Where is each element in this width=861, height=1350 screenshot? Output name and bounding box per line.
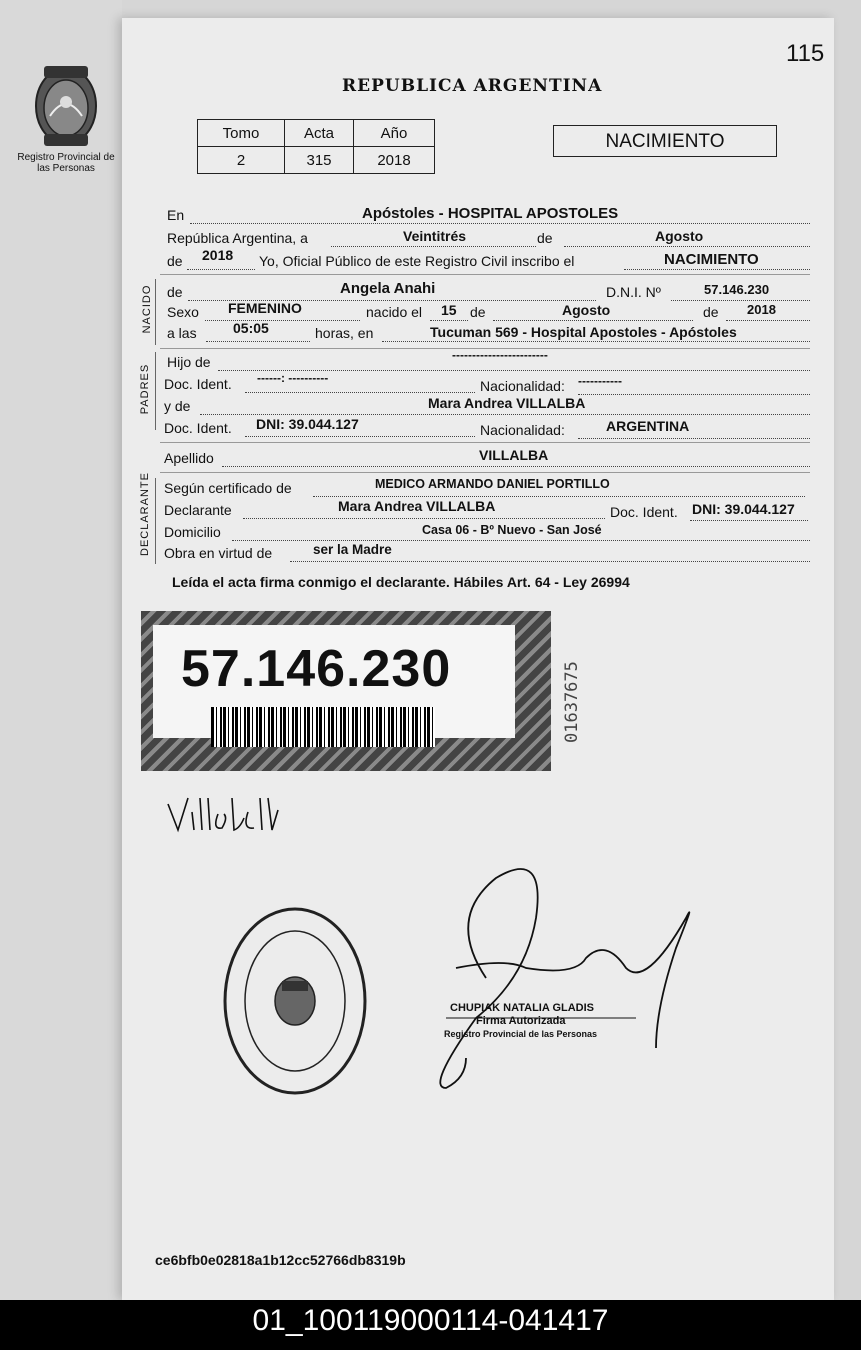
declarante-section-label: DECLARANTE: [139, 472, 151, 556]
section-divider: [155, 478, 156, 564]
sticker-serial: [553, 645, 589, 745]
birth-year-value: 2018: [747, 302, 776, 317]
declarante-name-value: Mara Andrea VILLALBA: [338, 498, 496, 514]
obra-value: ser la Madre: [313, 542, 392, 557]
dotted-line: [232, 540, 810, 541]
certificado-value: MEDICO ARMANDO DANIEL PORTILLO: [375, 477, 610, 491]
dotted-line: [290, 561, 810, 562]
left-margin-background: [0, 0, 122, 1300]
apellido-value: VILLALBA: [479, 447, 549, 463]
segun-label: Según certificado de: [164, 480, 292, 496]
dotted-line: [578, 394, 810, 395]
official-org: Registro Provincial de las Personas: [444, 1029, 598, 1039]
province-coat-of-arms-icon: [30, 62, 102, 150]
dotted-line: [382, 341, 810, 342]
a-las-label: a las: [167, 325, 197, 341]
closing-statement: Leída el acta firma conmigo el declarante. Hábiles Art. 64 - Ley 26994: [172, 574, 630, 590]
y-de-label: y de: [164, 398, 191, 414]
father-doc-label: Doc. Ident.: [164, 376, 232, 392]
father-value: ------------------------: [452, 348, 548, 362]
sexo-label: Sexo: [167, 304, 199, 320]
de-label: de: [470, 304, 486, 320]
official-signature: [426, 858, 708, 1094]
month-value: Agosto: [655, 228, 704, 244]
dotted-line: [206, 341, 310, 342]
dotted-line: [564, 246, 810, 247]
place-value: Apóstoles - HOSPITAL APOSTOLES: [362, 205, 619, 222]
de-label: de: [167, 284, 183, 300]
dotted-line: [493, 320, 693, 321]
birth-time-value: 05:05: [233, 320, 269, 336]
official-signature-block: [444, 1002, 598, 1041]
anio-value: 2018: [354, 147, 435, 174]
nacido-section-label: NACIDO: [141, 284, 153, 334]
section-divider: [155, 279, 156, 345]
dotted-line: [313, 496, 805, 497]
birth-place-value: Tucuman 569 - Hospital Apostoles - Apóstoles: [430, 324, 737, 340]
en-label: En: [167, 207, 185, 223]
dotted-line: [205, 320, 360, 321]
hijo-de-label: Hijo de: [167, 354, 211, 370]
dotted-line: [331, 246, 536, 247]
declarante-doc-label: Doc. Ident.: [610, 504, 678, 520]
mother-nac-value: ARGENTINA: [606, 418, 690, 434]
record-type-box: NACIMIENTO: [553, 125, 777, 157]
divider: [160, 274, 810, 275]
official-name: CHUPIAK NATALIA GLADIS: [450, 1002, 595, 1014]
acta-header: Acta: [285, 120, 354, 147]
year-value: 2018: [202, 247, 234, 263]
horas-en-label: horas, en: [315, 325, 374, 341]
section-divider: [155, 352, 156, 430]
sticker-serial-text: 01637675: [562, 661, 582, 743]
dotted-line: [578, 438, 810, 439]
declarant-signature: [164, 790, 288, 838]
child-dni-value: 57.146.230: [704, 282, 770, 297]
day-words-value: Veintitrés: [403, 228, 467, 244]
dotted-line: [187, 269, 255, 270]
mother-doc-label: Doc. Ident.: [164, 420, 232, 436]
official-role: Firma Autorizada: [476, 1015, 566, 1027]
inscribo-label: Yo, Oficial Público de este Registro Civil inscribo el: [259, 253, 575, 269]
dotted-line: [200, 414, 810, 415]
birth-month-value: Agosto: [562, 302, 611, 318]
sticker-number: 57.146.230: [181, 640, 452, 698]
father-doc-value: ------: ----------: [257, 371, 329, 385]
de-label: de: [537, 230, 553, 246]
tomo-header: Tomo: [198, 120, 285, 147]
dni-label: D.N.I. Nº: [606, 284, 661, 300]
obra-label: Obra en virtud de: [164, 545, 273, 561]
nacido-el-label: nacido el: [366, 304, 423, 320]
mother-nac-label: Nacionalidad:: [480, 422, 565, 438]
domicilio-label: Domicilio: [164, 524, 221, 540]
dotted-line: [690, 520, 808, 521]
dotted-line: [671, 300, 810, 301]
dotted-line: [222, 466, 810, 467]
domicilio-value: Casa 06 - Bº Nuevo - San José: [422, 523, 602, 537]
sticker-label: [153, 625, 515, 738]
de-label: de: [167, 253, 183, 269]
declarante-doc-value: DNI: 39.044.127: [692, 501, 795, 517]
dotted-line: [245, 392, 475, 393]
inscribo-value: NACIMIENTO: [664, 251, 759, 268]
document-title: REPUBLICA ARGENTINA: [342, 76, 603, 96]
file-id-footer: 01_100119000114-041417: [0, 1300, 861, 1350]
logo-caption: Registro Provincial de las Personas: [17, 152, 115, 174]
birth-day-value: 15: [441, 302, 457, 318]
mother-doc-value: DNI: 39.044.127: [256, 416, 359, 432]
anio-header: Año: [354, 120, 435, 147]
dotted-line: [245, 436, 475, 437]
divider: [160, 472, 810, 473]
id-number-sticker: [141, 611, 551, 771]
dotted-line: [430, 320, 468, 321]
acta-value: 315: [285, 147, 354, 174]
registry-table: [197, 119, 435, 174]
barcode-icon: [211, 707, 435, 747]
dotted-line: [726, 320, 810, 321]
dotted-line: [190, 223, 810, 224]
child-name-value: Angela Anahi: [340, 280, 436, 297]
mother-value: Mara Andrea VILLALBA: [428, 395, 586, 411]
apellido-label: Apellido: [164, 450, 214, 466]
declarante-label: Declarante: [164, 502, 232, 518]
page-number: 115: [786, 40, 825, 67]
de-label: de: [703, 304, 719, 320]
divider: [160, 442, 810, 443]
tomo-value: 2: [198, 147, 285, 174]
document-hash: ce6bfb0e02818a1b12cc52766db8319b: [155, 1252, 406, 1268]
sexo-value: FEMENINO: [228, 300, 302, 316]
father-nac-label: Nacionalidad:: [480, 378, 565, 394]
father-nac-value: -----------: [578, 374, 622, 388]
official-stamp: [222, 905, 368, 1097]
republica-label: República Argentina, a: [167, 230, 308, 246]
padres-section-label: PADRES: [139, 363, 151, 415]
dotted-line: [243, 518, 605, 519]
dotted-line: [624, 269, 810, 270]
